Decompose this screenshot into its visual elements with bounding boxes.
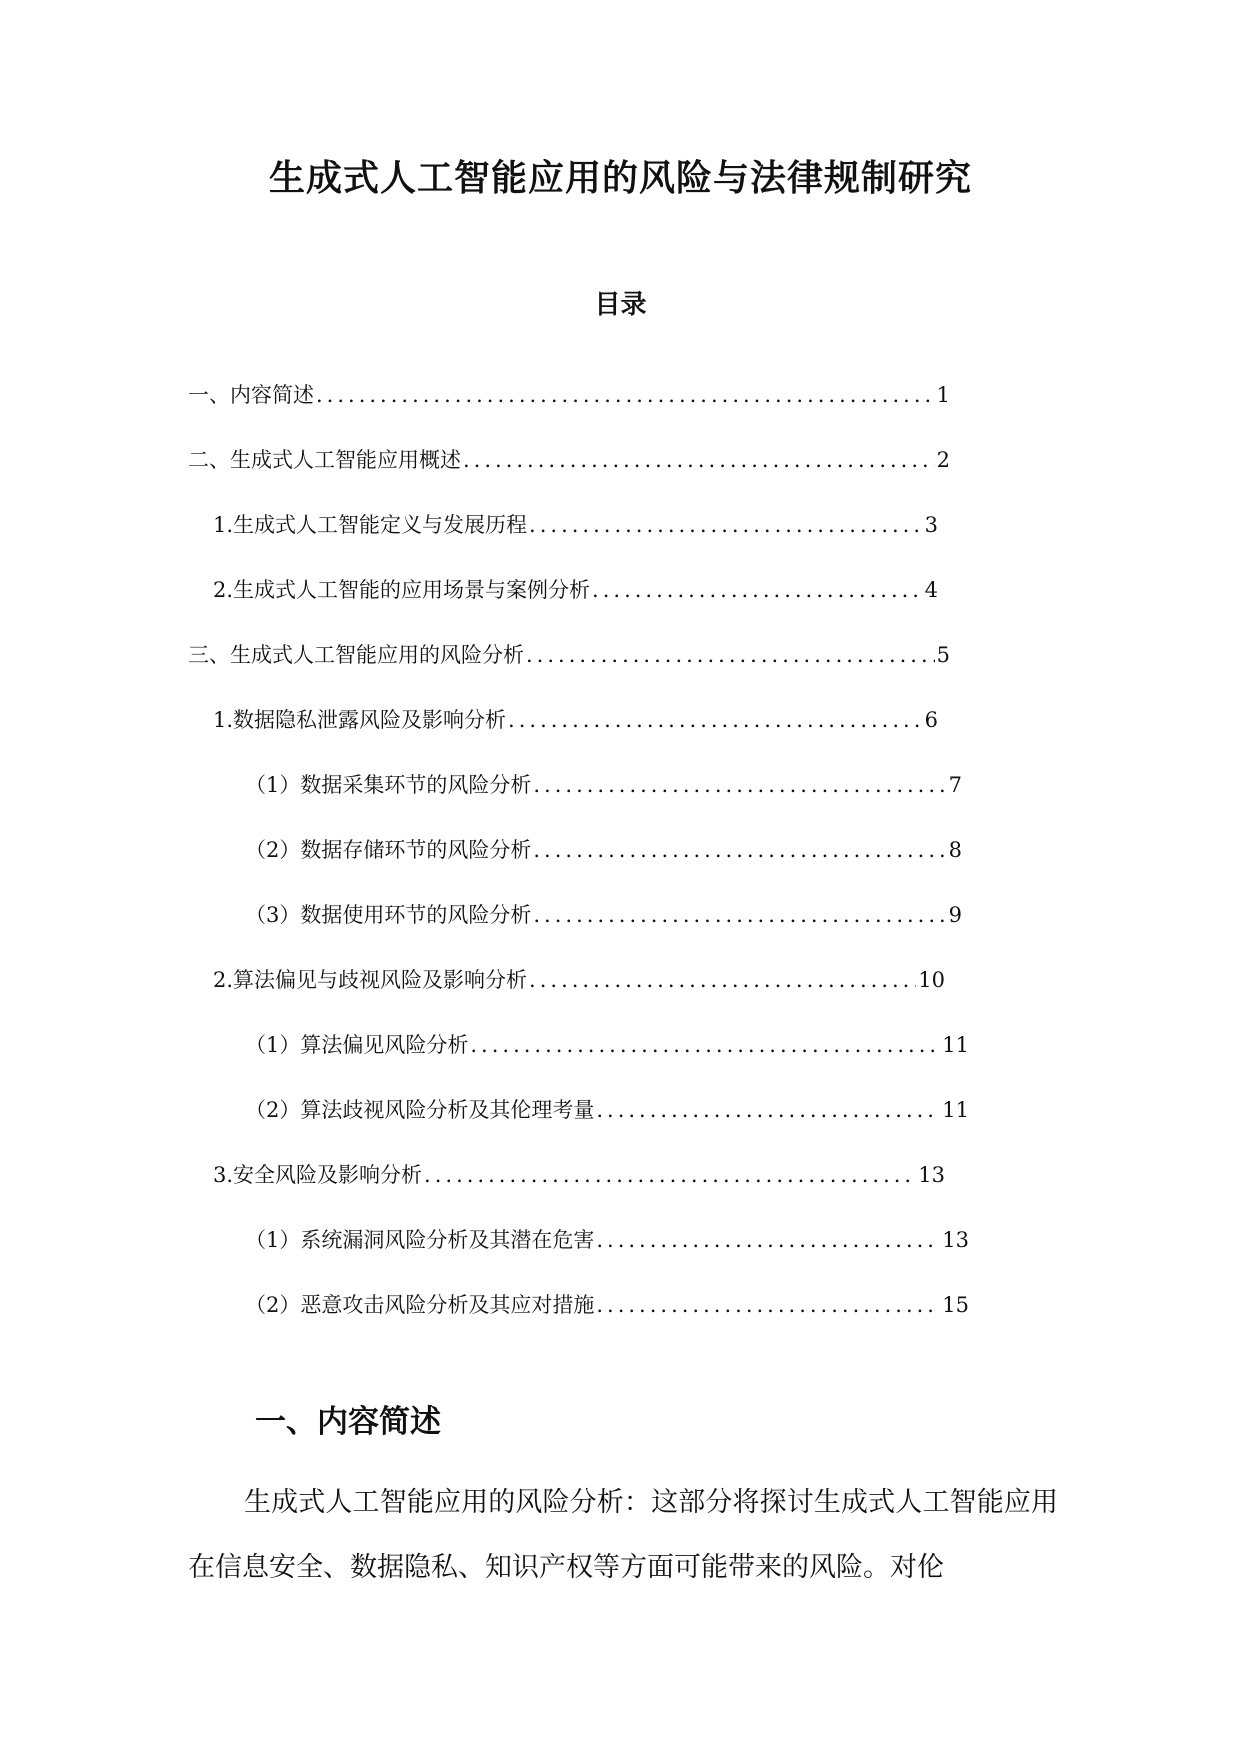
toc-entry-label: 二、生成式人工智能应用概述 xyxy=(188,448,461,472)
section-heading: 一、内容简述 xyxy=(255,1404,441,1440)
toc-entry-label: （2）算法歧视风险分析及其伦理考量 xyxy=(245,1098,595,1122)
toc-leader-dots xyxy=(506,705,923,735)
toc-entry-page: 1 xyxy=(936,383,950,407)
toc-entry-label: （1）算法偏见风险分析 xyxy=(245,1033,469,1057)
toc-entry-number: 1. xyxy=(213,708,234,732)
toc-entry-page: 4 xyxy=(924,578,938,602)
toc-entry-label: （1）数据采集环节的风险分析 xyxy=(245,773,532,797)
toc-entry[interactable] xyxy=(188,640,950,670)
toc-entry[interactable] xyxy=(213,510,938,540)
toc-entry-label: （1）系统漏洞风险分析及其潜在危害 xyxy=(245,1228,595,1252)
toc-entry-page: 15 xyxy=(942,1293,969,1317)
toc-entry[interactable] xyxy=(213,575,938,605)
toc-entry[interactable] xyxy=(245,1030,969,1060)
toc-entry[interactable] xyxy=(245,900,962,930)
toc-entry-label: 数据隐私泄露风险及影响分析 xyxy=(233,708,507,732)
toc-leader-dots xyxy=(314,380,935,410)
toc-entry-number: 1. xyxy=(213,513,234,537)
toc-entry[interactable] xyxy=(213,1160,945,1190)
toc-entry-number: 3. xyxy=(213,1163,234,1187)
toc-entry-page: 2 xyxy=(936,448,950,472)
toc-entry-label: 生成式人工智能的应用场景与案例分析 xyxy=(233,578,591,602)
toc-entry-page: 10 xyxy=(918,968,945,992)
toc-entry-page: 6 xyxy=(924,708,938,732)
toc-entry[interactable] xyxy=(245,770,962,800)
toc-entry-label: 生成式人工智能定义与发展历程 xyxy=(233,513,528,537)
toc-leader-dots xyxy=(468,1030,940,1060)
toc-entry[interactable] xyxy=(245,1225,969,1255)
toc-entry-page: 5 xyxy=(936,643,950,667)
toc-entry-page: 8 xyxy=(948,838,962,862)
toc-entry[interactable] xyxy=(245,1095,969,1125)
toc-entry-page: 11 xyxy=(942,1033,969,1057)
toc-leader-dots xyxy=(594,1290,940,1320)
toc-entry[interactable] xyxy=(213,705,938,735)
toc-leader-dots xyxy=(531,835,946,865)
toc-entry-page: 13 xyxy=(918,1163,945,1187)
toc-entry-page: 7 xyxy=(948,773,962,797)
toc-entry-number: 2. xyxy=(213,968,234,992)
toc-entry[interactable] xyxy=(188,445,950,475)
toc-entry-label: 三、生成式人工智能应用的风险分析 xyxy=(188,643,524,667)
toc-leader-dots xyxy=(527,510,923,540)
toc-leader-dots xyxy=(594,1225,940,1255)
document-title: 生成式人工智能应用的风险与法律规制研究 xyxy=(268,158,972,199)
body-paragraph: 生成式人工智能应用的风险分析：这部分将探讨生成式人工智能应用在信息安全、数据隐私、知识产权等方面可能带来的风险。对伦 xyxy=(188,1487,1058,1583)
toc-entry-label: 安全风险及影响分析 xyxy=(233,1163,423,1187)
toc-entry-label: 一、内容简述 xyxy=(188,383,314,407)
toc-entry[interactable] xyxy=(245,1290,969,1320)
toc-heading: 目录 xyxy=(594,290,647,320)
toc-leader-dots xyxy=(461,445,935,475)
toc-entry-label: （3）数据使用环节的风险分析 xyxy=(245,903,532,927)
toc-entry-page: 9 xyxy=(948,903,962,927)
toc-entry[interactable] xyxy=(213,965,945,995)
toc-entry-label: 算法偏见与歧视风险及影响分析 xyxy=(233,968,528,992)
toc-leader-dots xyxy=(594,1095,940,1125)
toc-leader-dots xyxy=(527,965,916,995)
toc-entry[interactable] xyxy=(188,380,950,410)
toc-leader-dots xyxy=(531,900,946,930)
toc-entry-page: 3 xyxy=(924,513,938,537)
toc-entry-page: 13 xyxy=(942,1228,969,1252)
toc-entry-number: 2. xyxy=(213,578,234,602)
toc-leader-dots xyxy=(524,640,935,670)
toc-entry[interactable] xyxy=(245,835,962,865)
toc-entry-label: （2）数据存储环节的风险分析 xyxy=(245,838,532,862)
toc-leader-dots xyxy=(422,1160,916,1190)
toc-leader-dots xyxy=(590,575,923,605)
toc-leader-dots xyxy=(531,770,946,800)
toc-entry-label: （2）恶意攻击风险分析及其应对措施 xyxy=(245,1293,595,1317)
toc-entry-page: 11 xyxy=(942,1098,969,1122)
